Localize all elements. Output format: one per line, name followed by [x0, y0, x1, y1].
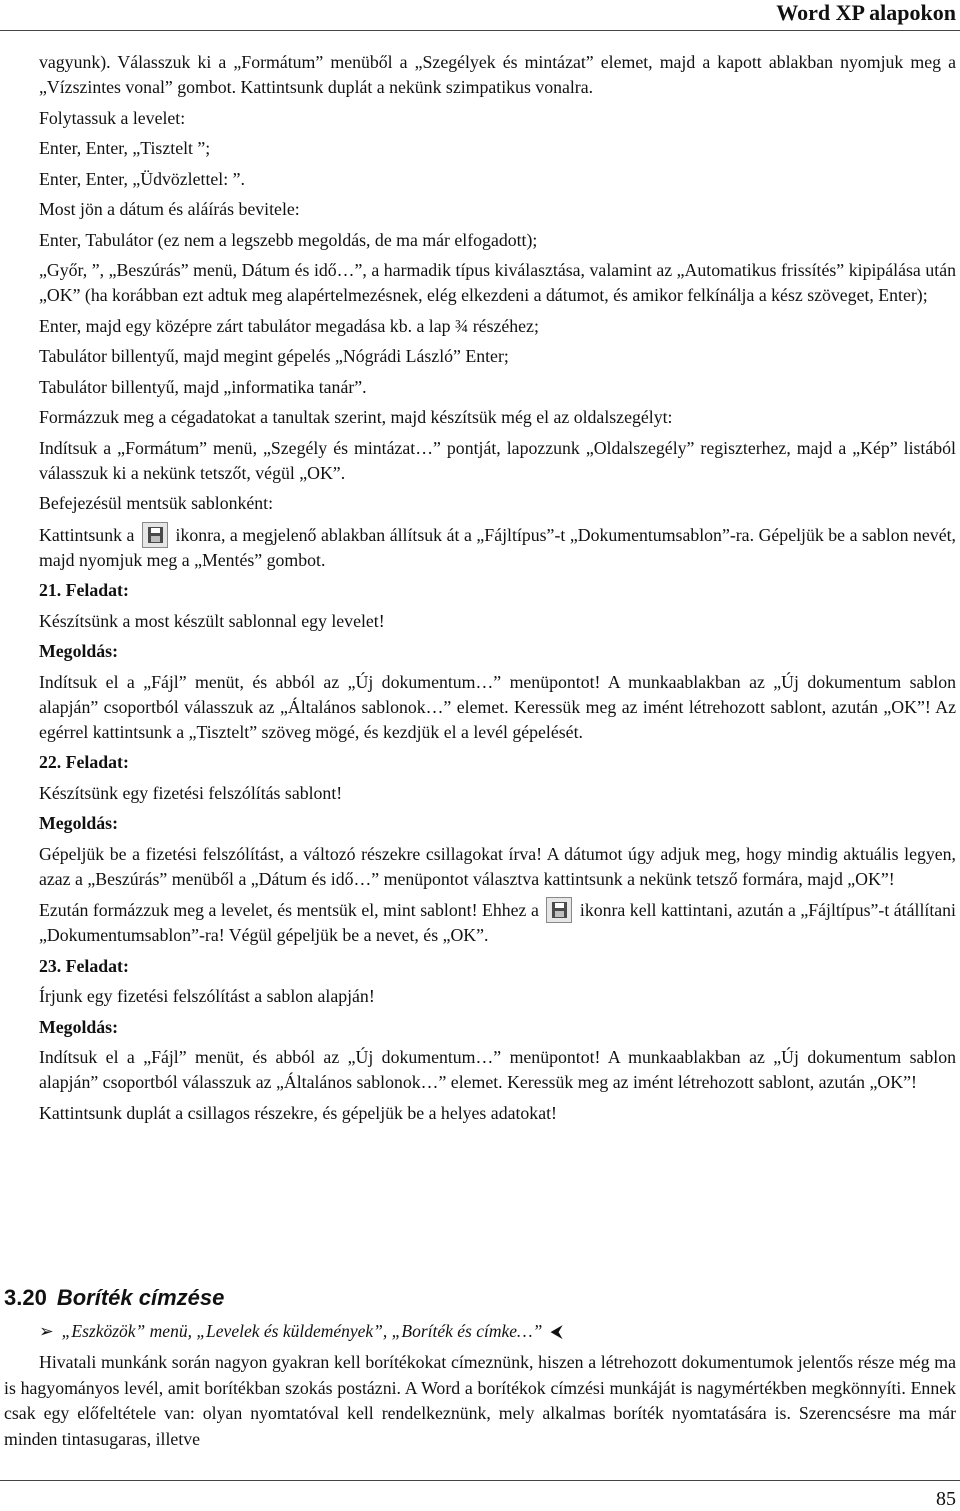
save-instruction-paragraph — [39, 522, 956, 573]
save-text-after: ikonra kell kattintani, azután a „Fájltípus”-t átállítani „Dokumentumsablon”-ra! Végül gépeljük be a nevet, és „OK”. — [39, 900, 956, 945]
paragraph: Tabulátor billentyű, majd „informatika tanár”. — [39, 376, 367, 397]
save-text-after: ikonra, a megjelenő ablakban állítsuk át a „Fájltípus”-t „Dokumentumsablon”-ra. Gépeljük be a sablon nevét, majd nyomjuk meg a „Mentés” gombot. — [39, 524, 956, 570]
task-text: Írjunk egy fizetési felszólítást a sablon alapján! — [39, 986, 375, 1006]
solution-label: Megoldás: — [39, 813, 119, 833]
solution-text: Gépeljük be a fizetési felszólítást, a változó részekre csillagokat írva! A dátumot úgy adjuk meg, hogy mindig aktuális legyen, azaz a „Beszúrás” menüből a „Dátum és idő…” menüpontot választva kattintsunk a nekünk tetsző formára, majd „OK”! — [39, 843, 956, 889]
section-heading — [4, 1284, 224, 1312]
paragraph: Tabulátor billentyű, majd megint gépelés „Nógrádi László” Enter; — [39, 346, 509, 366]
task-heading: 22. Feladat: — [39, 752, 129, 772]
arrow-end-icon: ⮜ — [550, 1321, 563, 1341]
solution-text: Kattintsunk duplát a csillagos részekre, és gépeljük be a helyes adatokat! — [39, 1102, 557, 1123]
save-text-before: Ezután formázzuk meg a levelet, és mentsük el, mint sablont! Ehhez a — [39, 900, 539, 920]
task-text: Készítsünk a most készült sablonnal egy levelet! — [39, 610, 385, 631]
paragraph: Formázzuk meg a cégadatokat a tanultak szerint, majd készítsük még el az oldalszegélyt: — [39, 407, 673, 427]
paragraph: Enter, Enter, „Üdvözlettel: ”. — [39, 168, 245, 189]
section-body: Hivatali munkánk során nagyon gyakran kell borítékokat címeznünk, hiszen a létrehozott dokumentumok jelentős része még ma is hagyományos levél, amit borítékban szokás postázni. A Word a borítékok címzési munkáját is nagymértékben megkönnyíti. Ennek csak egy előfeltétele van: olyan nyomtatóval kell rendelkeznünk, mely alkalmas boríték nyomtatására is. Szerencsésre ma már minden tintasugaras, illetve — [4, 1352, 956, 1449]
task-heading: 23. Feladat: — [39, 955, 129, 976]
paragraph: Most jön a dátum és aláírás bevitele: — [39, 199, 300, 219]
menu-path-text: „Eszközök” menü, „Levelek és küldemények”, „Boríték és címke…” — [61, 1321, 543, 1341]
paragraph: Indítsuk a „Formátum” menü, „Szegély és mintázat…” pontját, lapozzunk „Oldalszegély” regiszterhez, majd a „Kép” listából válasszuk ki a nekünk tetszőt, végül „OK”. — [39, 437, 956, 483]
paragraph: Befejezésül mentsük sablonként: — [39, 493, 274, 513]
paragraph: „Győr, ”, „Beszúrás” menü, Dátum és idő…”, a harmadik típus kiválasztása, valamint az „Automatikus frissítés” kipipálása után „OK” (ha korábban ezt adtuk meg alapértelmezésnek, elég elkezdeni a dátumot, és amikor felkínálja a kész szöveget, Enter); — [39, 260, 956, 305]
task-text: Készítsünk egy fizetési felszólítás sablont! — [39, 782, 343, 803]
header-rule — [0, 30, 960, 31]
floppy-disk-save-icon — [142, 522, 168, 548]
paragraph: vagyunk). Válasszuk ki a „Formátum” menüből a „Szegélyek és mintázat” elemet, majd a kapott ablakban nyomjuk meg a „Vízszintes vonal” gombot. Kattintsunk duplát a nekünk szimpatikus vonalra. — [39, 52, 956, 97]
floppy-disk-save-icon — [546, 897, 572, 923]
task-heading: 21. Feladat: — [39, 580, 129, 600]
paragraph: Enter, majd egy középre zárt tabulátor megadása kb. a lap ¾ részéhez; — [39, 315, 539, 336]
solution-text: Indítsuk el a „Fájl” menüt, és abból az „Új dokumentum…” menüpontot! A munkaablakban az „Új dokumentum sablon alapján” csoportból válasszuk az „Általános sablonok…” elemet. Keressük meg az imént létrehozott sablont, azután „OK”! Az egérrel kattintsunk a „Tisztelt” szöveg mögé, és kezdjük el a levél gépelését. — [39, 671, 956, 742]
paragraph: Enter, Enter, „Tisztelt ”; — [39, 138, 211, 158]
arrow-bullet-icon: ➢ — [39, 1321, 54, 1341]
section-title: Boríték címzése — [56, 1285, 225, 1310]
running-header: Word XP alapokon — [776, 0, 956, 25]
save-text-before: Kattintsunk a — [39, 524, 135, 545]
paragraph: Enter, Tabulátor (ez nem a legszebb megoldás, de ma már elfogadott); — [39, 229, 538, 250]
menu-path — [39, 1318, 563, 1344]
solution-text: Indítsuk el a „Fájl” menüt, és abból az „Új dokumentum…” menüpontot! A munkaablakban az „Új dokumentum sablon alapján” csoportból válasszuk az „Általános sablonok…” elemet. Keressük meg az imént létrehozott sablont, azután „OK”! — [39, 1047, 956, 1092]
footer-rule — [0, 1480, 960, 1481]
solution-label: Megoldás: — [39, 641, 119, 661]
paragraph: Folytassuk a levelet: — [39, 107, 186, 128]
section-number: 3.20 — [4, 1285, 47, 1310]
page-number: 85 — [936, 1488, 956, 1510]
save-instruction-paragraph — [39, 897, 956, 948]
solution-label: Megoldás: — [39, 1016, 119, 1037]
page-body — [39, 50, 956, 1131]
